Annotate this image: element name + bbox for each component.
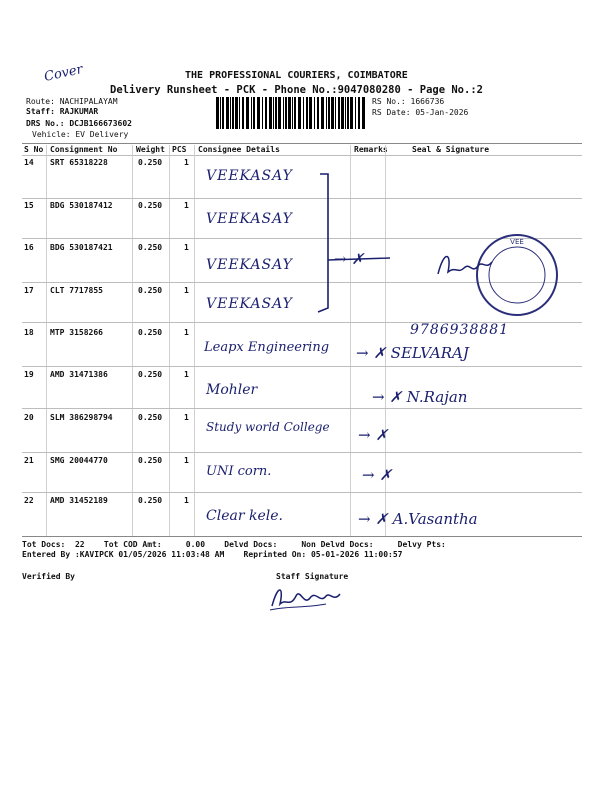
company-name: THE PROFESSIONAL COURIERS, COIMBATORE	[185, 70, 408, 81]
row-weight: 0.250	[138, 456, 163, 465]
row-handwritten-mark: → ✗ A.Vasantha	[358, 510, 478, 528]
route-label: Route: NACHIPALAYAM	[26, 97, 118, 106]
row-sno: 21	[24, 456, 34, 465]
col-sno: S No	[24, 145, 44, 154]
cover-annotation: Cover	[42, 62, 85, 85]
col-consignee: Consignee Details	[198, 145, 280, 154]
row-handwritten-consignee: VEEKASAY	[206, 168, 293, 184]
rs-number: RS No.: 1666736	[372, 97, 445, 106]
row-sno: 15	[24, 201, 34, 210]
row-handwritten-consignee: VEEKASAY	[206, 296, 293, 312]
handwritten-bracket	[310, 168, 410, 318]
row-consignment: SRT 65318228	[50, 158, 108, 167]
row-consignment: BDG 530187412	[50, 201, 113, 210]
row-weight: 0.250	[138, 496, 163, 505]
row-handwritten-mark: → ✗	[362, 466, 392, 484]
row-weight: 0.250	[138, 243, 163, 252]
row-pcs: 1	[184, 201, 189, 210]
row-weight: 0.250	[138, 328, 163, 337]
staff-signature-scribble	[266, 580, 346, 614]
row-sno: 19	[24, 370, 34, 379]
col-pcs: PCS	[172, 145, 187, 154]
row-consignment: SMG 20044770	[50, 456, 108, 465]
row-pcs: 1	[184, 456, 189, 465]
row-sno: 22	[24, 496, 34, 505]
row-sno: 18	[24, 328, 34, 337]
row-handwritten-consignee: Clear kele.	[206, 508, 283, 524]
row-handwritten-mark: → ✗	[358, 426, 388, 444]
drs-number: DRS No.: DCJB166673602	[26, 119, 132, 128]
row-handwritten-mark: → ✗ SELVARAJ	[356, 344, 469, 362]
staff-label: Staff: RAJKUMAR	[26, 107, 99, 116]
entered-by-line: Entered By :KAVIPCK 01/05/2026 11:03:48 AM Reprinted On: 05-01-2026 11:00:57	[22, 550, 403, 559]
row-pcs: 1	[184, 158, 189, 167]
row-sno: 16	[24, 243, 34, 252]
row-handwritten-consignee: Study world College	[206, 420, 330, 434]
row-consignment: BDG 530187421	[50, 243, 113, 252]
row-pcs: 1	[184, 370, 189, 379]
row-handwritten-consignee: Leapx Engineering	[204, 340, 330, 355]
row-handwritten-consignee: Mohler	[206, 382, 258, 398]
row-weight: 0.250	[138, 201, 163, 210]
col-seal-signature: Seal & Signature	[412, 145, 490, 154]
row-pcs: 1	[184, 286, 189, 295]
totals-line: Tot Docs: 22 Tot COD Amt: 0.00 Delvd Docs: Non Delvd Docs: Delvy Pts:	[22, 540, 446, 549]
row-consignment: AMD 31471386	[50, 370, 108, 379]
row-sno: 20	[24, 413, 34, 422]
row-pcs: 1	[184, 328, 189, 337]
row-sno: 14	[24, 158, 34, 167]
barcode	[214, 97, 368, 129]
row-pcs: 1	[184, 496, 189, 505]
row-weight: 0.250	[138, 413, 163, 422]
col-weight: Weight	[136, 145, 165, 154]
row-consignment: SLM 386298794	[50, 413, 113, 422]
svg-text:VEE: VEE	[510, 238, 524, 246]
vehicle-label: Vehicle: EV Delivery	[32, 130, 129, 139]
staff-signature-label: Staff Signature	[276, 572, 349, 581]
row-pcs: 1	[184, 243, 189, 252]
row-handwritten-consignee: UNI corn.	[206, 464, 272, 479]
col-consignment: Consignment No	[50, 145, 118, 154]
row-weight: 0.250	[138, 158, 163, 167]
phone-note: 9786938881	[410, 322, 510, 338]
row-handwritten-mark: → ✗	[334, 250, 364, 268]
row-weight: 0.250	[138, 370, 163, 379]
row-weight: 0.250	[138, 286, 163, 295]
seal-signature-scribble	[434, 244, 498, 288]
row-pcs: 1	[184, 413, 189, 422]
row-consignment: CLT 7717855	[50, 286, 103, 295]
col-remarks: Remarks	[354, 145, 388, 154]
row-handwritten-consignee: VEEKASAY	[206, 211, 293, 227]
row-consignment: AMD 31452189	[50, 496, 108, 505]
row-sno: 17	[24, 286, 34, 295]
row-handwritten-consignee: VEEKASAY	[206, 257, 293, 273]
row-handwritten-mark: → ✗ N.Rajan	[372, 388, 468, 406]
runsheet-title: Delivery Runsheet - PCK - Phone No.:9047080280 - Page No.:2	[110, 84, 483, 96]
row-consignment: MTP 3158266	[50, 328, 103, 337]
verified-by-label: Verified By	[22, 572, 75, 581]
rs-date: RS Date: 05-Jan-2026	[372, 108, 469, 117]
